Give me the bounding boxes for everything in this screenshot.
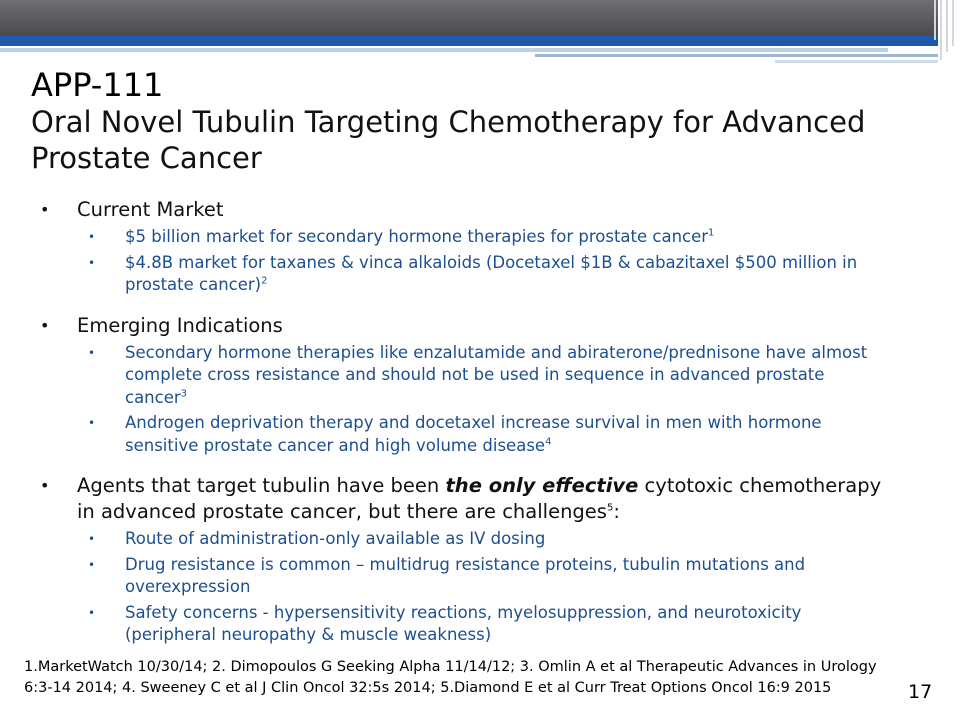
bullet-icon: • — [88, 255, 96, 270]
sub-bullet: • Androgen deprivation therapy and docetaxel increase survival in men with hormone sensitive prostate cancer and high volume disease$^4$ — [88, 413, 822, 455]
sub-bullet: • Route of administration-only available as IV dosing — [0, 528, 960, 551]
header-vertical-bars — [934, 0, 956, 60]
sub-bullet: • $4.8B market for taxanes & vinca alkaloids (Docetaxel $1B & cabazitaxel $500 million in prostate cancer)$^2$ — [88, 252, 858, 294]
sub-bullet: • $5 billion market for secondary hormone therapies for prostate cancer$^1$ — [0, 226, 960, 249]
header-stripe — [775, 60, 938, 63]
reference-line: 1.MarketWatch 10/30/14; 2. Dimopoulos G Seeking Alpha 11/14/12; 3. Omlin A et al Therapeutic Advances in Urology — [24, 659, 877, 675]
bullet-icon: • — [88, 230, 96, 244]
header-banner — [0, 0, 938, 36]
header-stripe — [0, 48, 888, 52]
reference-line: 6:3-14 2014; 4. Sweeney C et al J Clin Oncol 32:5s 2014; 5.Diamond E et al Curr Treat Options Oncol 16:9 2015 — [24, 680, 832, 696]
section-emerging-indications — [0, 313, 960, 458]
slide-subtitle: Oral Novel Tubulin Targeting Chemotherapy for Advanced Prostate Cancer — [31, 105, 866, 175]
bullet-heading: • Emerging Indications — [40, 313, 283, 337]
section-tubulin-agents — [0, 473, 960, 647]
bullet-icon: • — [40, 476, 50, 495]
sub-bullet: • Drug resistance is common – multidrug resistance proteins, tubulin mutations and overexpression — [88, 554, 806, 596]
bullet-heading: • Current Market — [40, 198, 224, 221]
bullet-icon: • — [88, 416, 96, 430]
header-stripe — [535, 54, 938, 57]
section-current-market — [0, 197, 960, 297]
emphasis-text: the only effective — [445, 474, 639, 497]
page-number: 17 — [908, 681, 933, 703]
bullet-icon: • — [40, 315, 50, 335]
slide-body — [0, 197, 960, 659]
sub-bullet: • Safety concerns - hypersensitivity reactions, myelosuppression, and neurotoxicity (peripheral neuropathy & muscle weakness) — [88, 602, 802, 644]
references — [24, 657, 904, 699]
slide-title: APP-111 — [31, 66, 164, 104]
bullet-icon: • — [40, 200, 50, 219]
sub-bullet: • Secondary hormone therapies like enzalutamide and abiraterone/prednisone have almost complete cross resistance and should not be used in sequence in advanced prostate cancer$^3$ — [88, 342, 868, 407]
bullet-icon: • — [88, 605, 96, 620]
bullet-icon: • — [88, 345, 96, 360]
bullet-heading: • Agents that target tubulin have been the only effective cytotoxic chemotherapy in advanced prostate cancer, but there are challenges$^5$: — [40, 474, 882, 523]
slide-title-block — [31, 66, 931, 176]
header-accent-bar — [0, 36, 938, 46]
bullet-icon: • — [88, 532, 96, 546]
bullet-icon: • — [88, 557, 96, 572]
